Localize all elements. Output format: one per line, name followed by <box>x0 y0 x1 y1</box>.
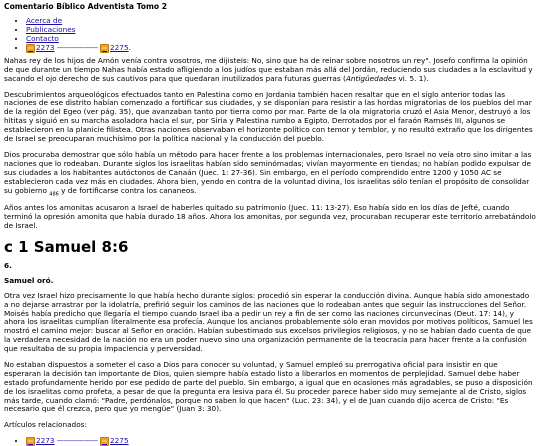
paragraph: No estaban dispuestos a someter el caso a Dios para conocer su voluntad, y Samuel empleó su prerrogativa oficial para insistir en que esperaran la decisión tan importante de Dios, quien siempre había estado listo a liberarlos en momentos de perplejidad. Samuel debe haber estado profundamente herido por ese pedido de parte del pueblo. Sin embargo, a igual que en ocasiones más agradables, se puso a disposición de los israelitas como profeta, a pesar de que la pregunta era lesiva para él. Su proceder parece haber sido muy semejante al de Cristo, siglos más tarde, cuando clamó: "Padre, perdónalos, porque no saben lo que hacen" (Luc. 23: 34), y el de Juan cuando dijo acerca de Cristo: "Es necesario que él crezca, pero que yo mengüe" (Juan 3: 30). <box>4 360 533 414</box>
pager <box>26 44 536 53</box>
paragraph: Otra vez Israel hizo precisamente lo que había hecho durante siglos: procedió sin esperar la conducción divina. Aunque había sido amonestado a no dejarse arrastrar por la idolatría, prefirió seguir los caminos de las naciones que lo rodeaban antes que seguir las instrucciones del Señor. Moisés había predicho que llegaría el tiempo cuando Israel iba a pedir un rey a fin de ser como las naciones circunvecinas (Deut. 17: 14), y ahora los israelitas cumplían literalmente esa profecía. Aunque los ancianos probablemente sólo eran movidos por motivos políticos, Samuel les mostró el camino mejor: buscar al Señor en oración. Habían subestimado sus excelsos privilegios religiosos, y no se habían dado cuenta de que la verdadera necesidad de la nación no era un poder nuevo sino una organización permanente de la teocracia para hacer frente a la confusión que resultaba de su propia impaciencia y perversidad. <box>4 290 533 354</box>
paragraph-text: y de fortificarse contra los cananeos. <box>58 185 197 195</box>
arrow-left-icon: • ⇦ <box>27 438 34 446</box>
paragraph: Años antes los amonitas acusaron a Israel de haberles quitado su patrimonio (Juec. 11: 13-27). Eso había sido en los días de Jefté, cuando terminó la opresión amonita que había durado 18 años. Ahora los amonitas, por segunda vez, procuraban recuperar este territorio arrebatándolo de Israel. <box>4 203 536 230</box>
related-title: Artículos relacionados: <box>4 420 87 430</box>
contact-link[interactable]: Contacto <box>26 34 59 44</box>
nav-item <box>26 35 536 44</box>
paragraph-text: vi. 5. 1). <box>396 73 429 83</box>
paragraph <box>4 151 536 197</box>
arrow-left-icon: • ⇦ <box>27 44 34 52</box>
arrow-right-icon: ⇨ <box>102 44 108 52</box>
book-title: Antigüedades <box>345 73 397 83</box>
verse-number: 6. <box>4 261 12 271</box>
related-list <box>4 437 536 446</box>
arrow-right-icon: ⇨ <box>102 438 108 446</box>
page-marker: 486 <box>49 190 59 197</box>
related-next-label: 2275 <box>110 436 129 446</box>
paragraph <box>4 57 536 84</box>
prev-page-link[interactable] <box>26 44 55 53</box>
related-prev-link[interactable] <box>26 437 55 446</box>
verse-heading: Samuel oró. <box>4 275 54 285</box>
prev-page-label: 2273 <box>36 42 55 52</box>
chapter-heading: c 1 Samuel 8:6 <box>4 237 129 256</box>
pager-suffix: . <box>128 42 131 52</box>
publications-link[interactable]: Publicaciones <box>26 25 76 35</box>
pager-separator: —————— <box>56 42 98 52</box>
paragraph: Descubrimientos arqueológicos efectuados tanto en Palestina como en Jordania también hacen resaltar que en el siglo anterior todas las naciones de ese distrito habían comenzado a fortificar sus ciudades, y se disponían para resistir a las hordas migratorias de los pueblos del mar de la región del Egeo (ver pág. 35), que avanzaban tanto por tierra como por mar. Parte de la ola migratoria cruzó el Asia Menor, destruyó a los hititas y siguió en su marcha asoladora hacia el sur, por Siria y Palestina rumbo a Egipto. Derrotados por el faraón Ramsés III, algunos se establecieron en la planicie filistea. Otras naciones observaban el horizonte político con temor y temblor, y no resultó extraño que los dirigentes de Israel se preocuparan muchísimo por la política nacional y la conducción del pueblo. <box>4 89 533 144</box>
related-prev-label: 2273 <box>36 436 55 446</box>
nav-item <box>26 26 536 35</box>
site-title: Comentario Bíblico Adventista Tomo 2 <box>4 2 168 11</box>
next-page-link[interactable] <box>100 44 129 53</box>
related-pager <box>26 437 536 446</box>
about-link[interactable]: Acerca de <box>26 16 63 26</box>
paragraph-text: Nahas rey de los hijos de Amón venía contra vosotros, me dijisteis: No, sino que ha de reinar sobre nosotros un rey". Josefo confirma la opinión de que durante un tiempo Nahas había estado afligiendo a los judíos que estaban más allá del Jordán, reduciendo sus ciudades a la esclavitud y sacando el ojo derecho de sus cautivos para que quedaran inutilizados para futuras guerras ( <box>4 55 533 83</box>
nav-item <box>26 17 536 26</box>
next-page-label: 2275 <box>110 42 129 52</box>
pager-separator: —————— <box>56 436 98 446</box>
nav-list <box>4 17 536 53</box>
related-next-link[interactable] <box>100 437 129 446</box>
paragraph-text: Dios procuraba demostrar que sólo había un método para hacer frente a los problemas internacionales, pero Israel no veía otro sino imitar a las naciones que lo rodeaban. Durante siglos los israelitas habían sido seminómadas; vivían mayormente en tiendas; no habían podido expulsar de sus ciudades a los habitantes autóctonos de Canaán (Juec. 1: 27-36). Sin embargo, en el período comprendido entre 1200 y 1050 AC se establecieron cada vez más en ciudades. Ahora bien, yendo en contra de la voluntad divina, los israelitas sólo tenían el propósito de consolidar su gobierno <box>4 149 532 195</box>
